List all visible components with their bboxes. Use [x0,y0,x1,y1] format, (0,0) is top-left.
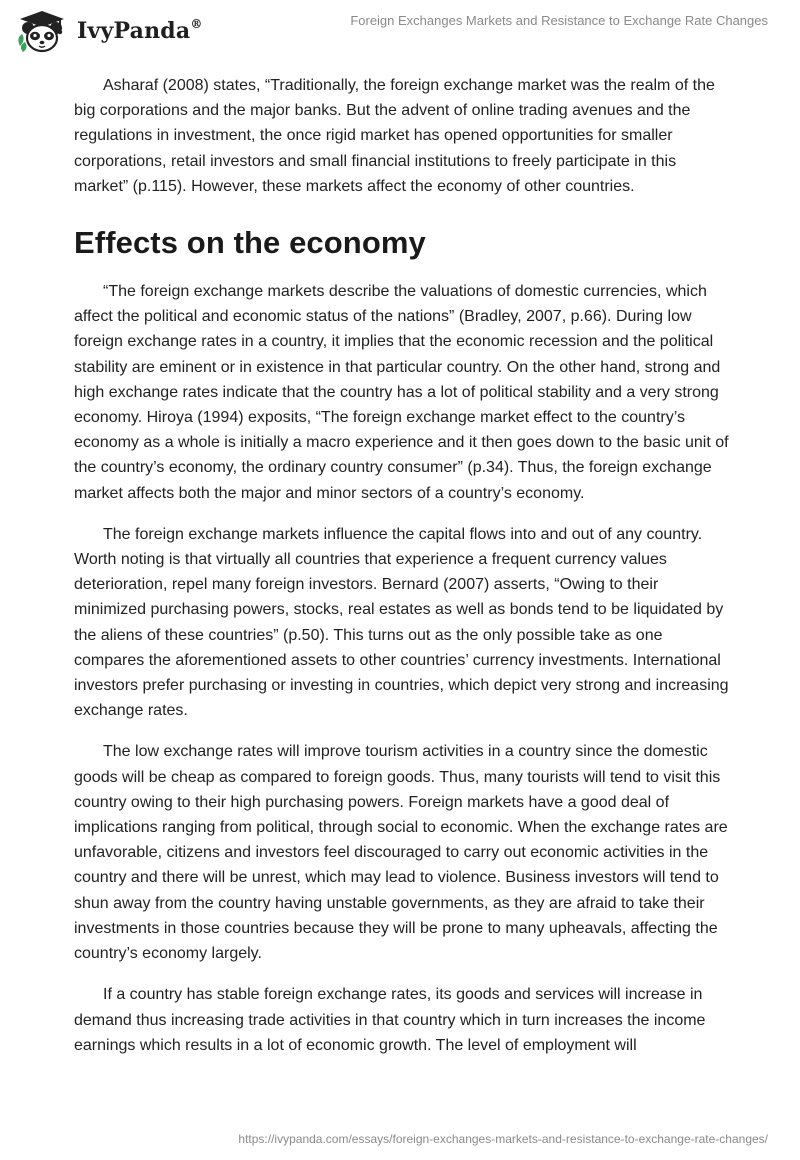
page-header [0,0,800,60]
essay-body [74,70,734,1074]
document-title: Foreign Exchanges Markets and Resistance to Exchange Rate Changes [350,13,768,28]
paragraph: Asharaf (2008) states, “Traditionally, the foreign exchange market was the realm of the big corporations and the major banks. But the advent of online trading avenues and the regulations in investment, the once rigid market has opened opportunities for smaller corporations, retail investors and small financial institutions to freely participate in this market” (p.115). However, these markets affect the economy of other countries. [74,77,715,195]
panda-graduate-icon [14,8,70,56]
section-heading: Effects on the economy [74,225,426,261]
paragraph: If a country has stable foreign exchange rates, its goods and services will increase in demand thus increasing trade activities in that country which in turn increases the income earnings which results in a lot of economic growth. The level of employment will [74,986,706,1054]
logo-wordmark: IvyPanda® [77,16,203,44]
paragraph: The low exchange rates will improve tourism activities in a country since the domestic goods will be cheap as compared to foreign goods. Thus, many tourists will tend to visit this country owing to their high purchasing powers. Foreign markets have a good deal of implications ranging from political, through social to economic. When the exchange rates are unfavorable, citizens and investors feel discouraged to carry out economic activities in the country and there will be unrest, which may lead to violence. Business investors will tend to shun away from the country having unstable governments, as they are afraid to take their investments in those countries because they will be prone to many upheavals, affecting the country’s economy largely. [74,743,728,963]
paragraph: The foreign exchange markets influence the capital flows into and out of any country. Worth noting is that virtually all countries that experience a frequent currency values deterioration, repel many foreign investors. Bernard (2007) asserts, “Owing to their minimized purchasing powers, stocks, real estates as well as bonds tend to be liquidated by the aliens of these countries” (p.50). This turns out as the only possible take as one compares the aforementioned assets to other countries’ currency investments. International investors prefer purchasing or investing in countries, which depict very strong and increasing exchange rates. [74,525,729,720]
source-url[interactable]: https://ivypanda.com/essays/foreign-exchanges-markets-and-resistance-to-exchange-rate-changes/ [238,1132,768,1146]
paragraph: “The foreign exchange markets describe the valuations of domestic currencies, which affect the political and economic status of the nations” (Bradley, 2007, p.66). During low foreign exchange rates in a country, it implies that the economic recession and the political stability are eminent or in existence in that particular country. On the other hand, strong and high exchange rates indicate that the country has a lot of political stability and a very strong economy. Hiroya (1994) exposits, “The foreign exchange market effect to the country’s economy as a whole is initially a macro experience and it then goes down to the basic unit of the country’s economy, the ordinary country consumer” (p.34). Thus, the foreign exchange market affects both the major and minor sectors of a country’s economy. [74,283,729,502]
ivypanda-logo[interactable] [14,8,214,56]
